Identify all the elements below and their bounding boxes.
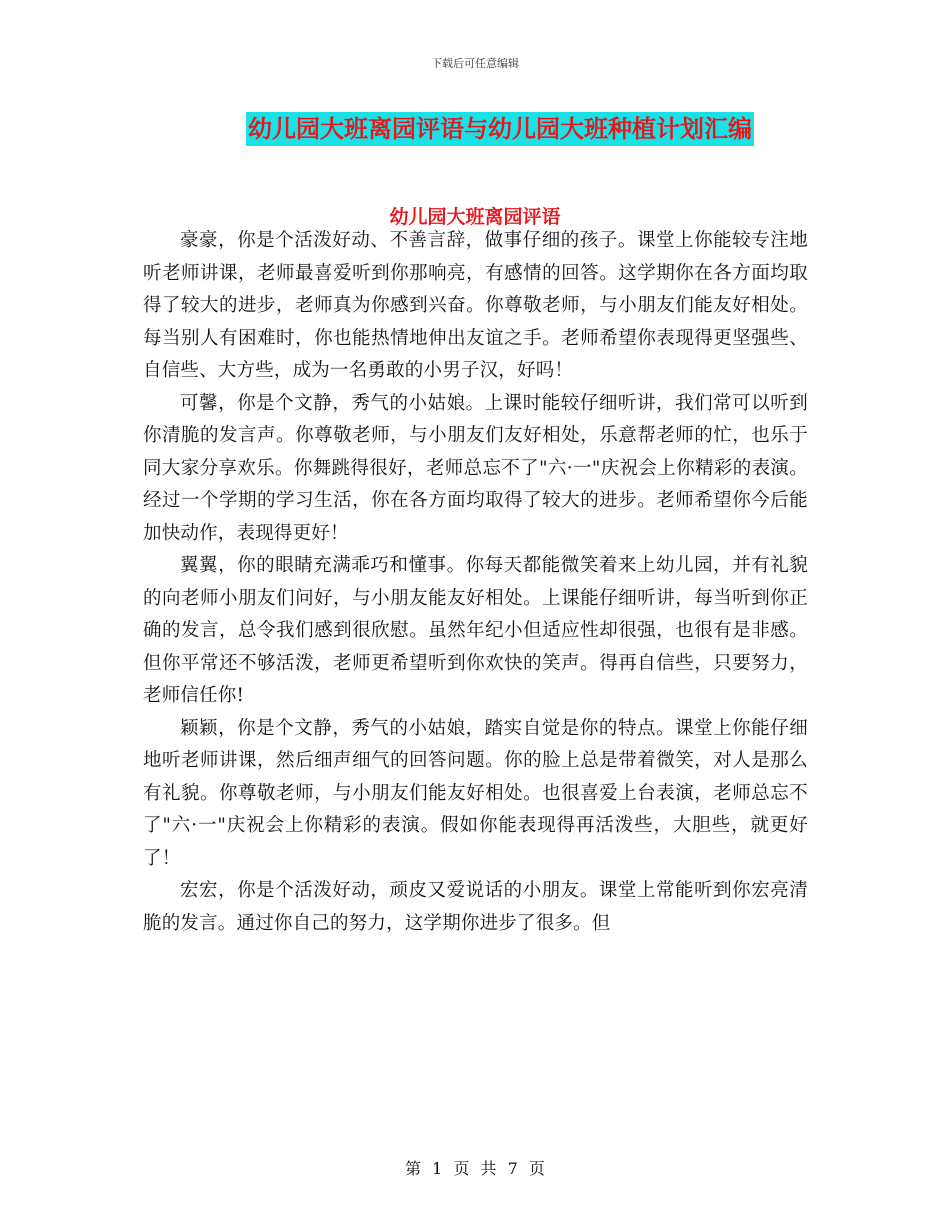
document-title: 幼儿园大班离园评语与幼儿园大班种植计划汇编 — [246, 112, 754, 146]
paragraph: 宏宏，你是个活泼好动，顽皮又爱说话的小朋友。课堂上常能听到你宏亮清脆的发言。通过你自己的努力，这学期你进步了很多。但 — [143, 880, 808, 934]
paragraph: 翼翼，你的眼睛充满乖巧和懂事。你每天都能微笑着来上幼儿园，并有礼貌的向老师小朋友们问好，与小朋友能友好相处。上课能仔细听讲，每当听到你正确的发言，总令我们感到很欣慰。虽然年纪小但适应性却很强，也很有是非感。但你平常还不够活泼，老师更希望听到你欢快的笑声。得再自信些，只要努力，老师信任你! — [143, 555, 808, 706]
paragraph: 豪豪，你是个活泼好动、不善言辞，做事仔细的孩子。课堂上你能较专注地听老师讲课，老师最喜爱听到你那响亮，有感情的回答。这学期你在各方面均取得了较大的进步，老师真为你感到兴奋。你尊敬老师，与小朋友们能友好相处。每当别人有困难时，你也能热情地伸出友谊之手。老师希望你表现得更坚强些、自信些、大方些，成为一名勇敢的小男子汉，好吗！ — [143, 230, 808, 381]
section-title: 幼儿园大班离园评语 — [389, 206, 561, 228]
document-title-container — [0, 112, 950, 146]
paragraph: 颖颖，你是个文静，秀气的小姑娘，踏实自觉是你的特点。课堂上你能仔细地听老师讲课，然后细声细气的回答问题。你的脸上总是带着微笑，对人是那么有礼貌。你尊敬老师，与小朋友们能友好相处。也很喜爱上台表演，老师总忘不了"六·一"庆祝会上你精彩的表演。假如你能表现得再活泼些，大胆些，就更好了！ — [143, 717, 808, 869]
paragraph: 可馨，你是个文静，秀气的小姑娘。上课时能较仔细听讲，我们常可以听到你清脆的发言声。你尊敬老师，与小朋友们友好相处，乐意帮老师的忙，也乐于同大家分享欢乐。你舞跳得很好，老师总忘不了"六·一"庆祝会上你精彩的表演。经过一个学期的学习生活，你在各方面均取得了较大的进步。老师希望你今后能加快动作，表现得更好！ — [143, 392, 808, 544]
document-body — [143, 225, 808, 940]
page-footer: 第 1 页 共 7 页 — [405, 1159, 545, 1178]
header-note: 下载后可任意编辑 — [431, 57, 519, 70]
